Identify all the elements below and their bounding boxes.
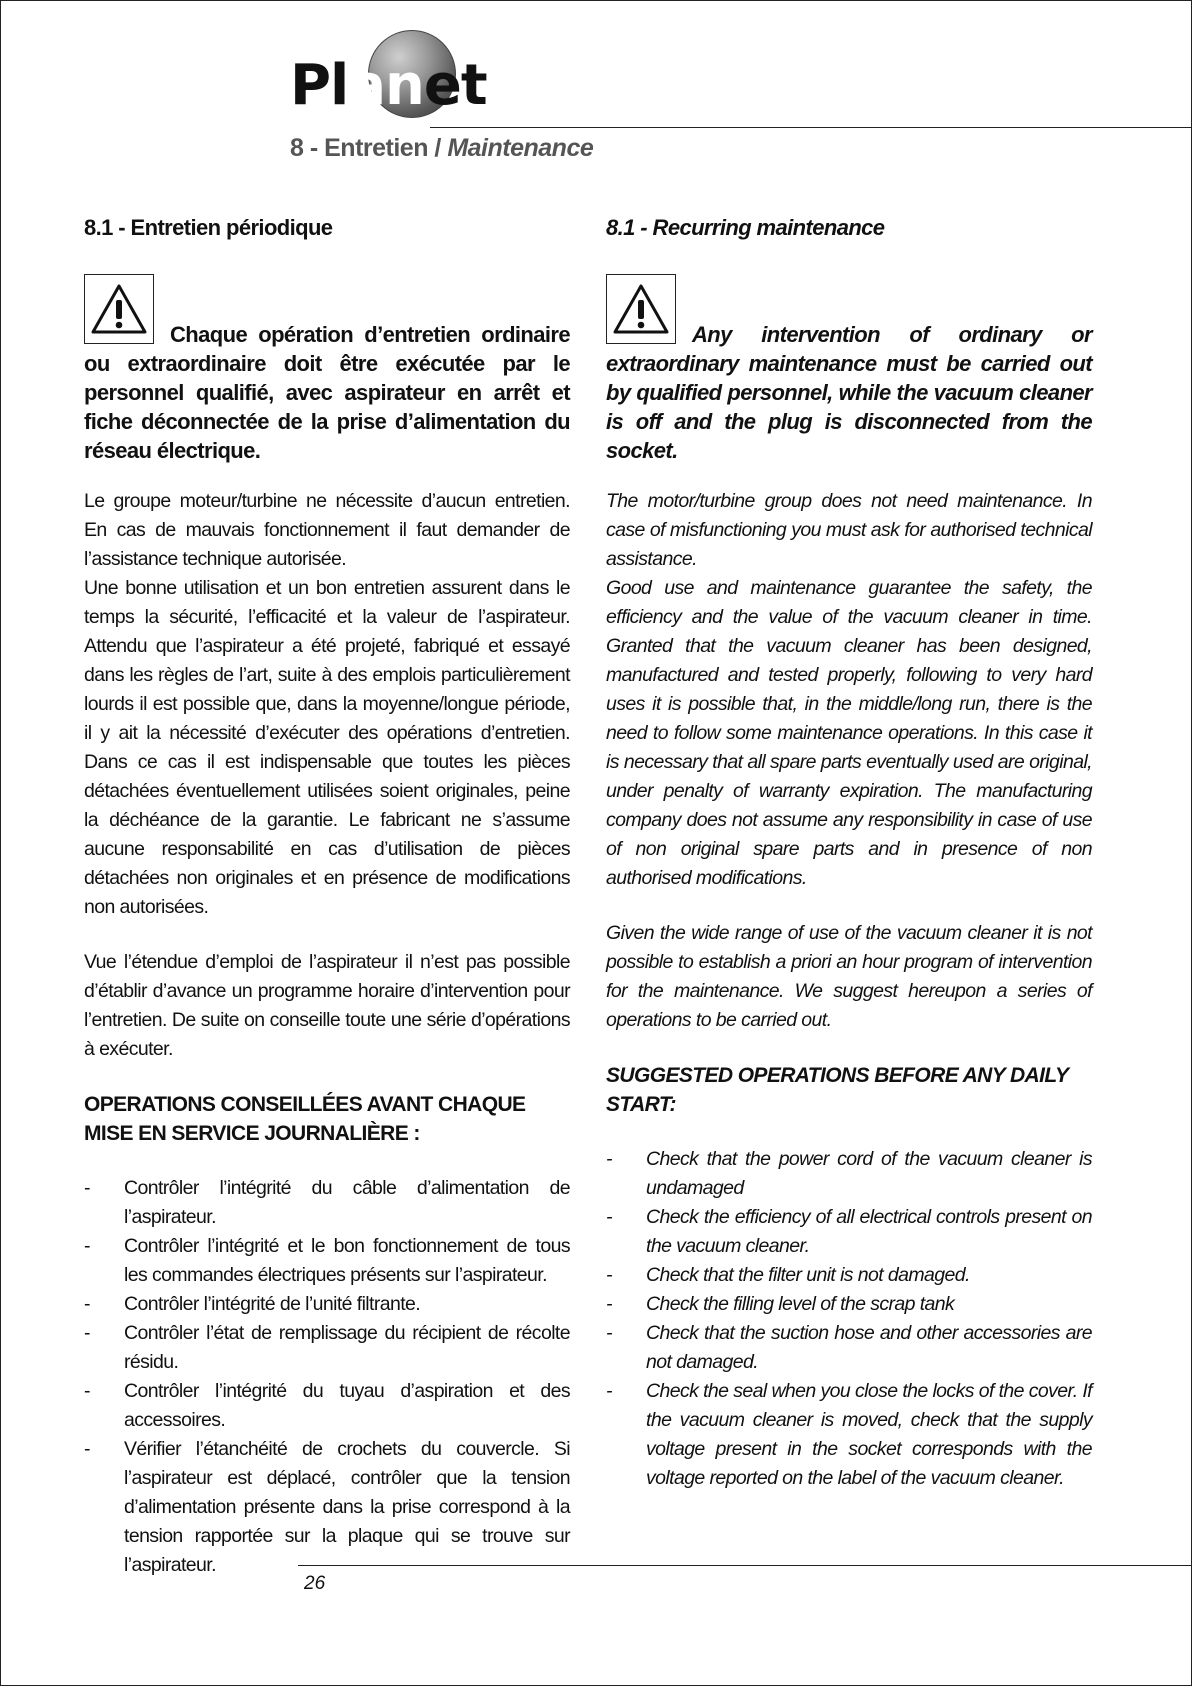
list-item: - Check that the suction hose and other accessories are not damaged. xyxy=(606,1319,1092,1377)
list-item: - Check the efficiency of all electrical controls present on the vacuum cleaner. xyxy=(606,1203,1092,1261)
warning-text-fr: Chaque opération d’entretien ordinaire ou extraordinaire doit être exécutée par le personnel qualifié, avec aspirateur en arrêt et fiche déconnectée de la prise d’alimentation du réseau électrique. xyxy=(84,322,570,463)
paragraph-en-2: Good use and maintenance guarantee the safety, the efficiency and the value of the vacuum cleaner in time. Granted that the vacuum cleaner has been designed, manufactured and tested properly, following to very hard uses it is possible that, in the middle/long run, there is the need to follow some maintenance operations. In this case it is necessary that all spare parts eventually used are original, under penalty of warranty expiration. The manufacturing company does not assume any responsibility in case of use of non original spare parts and in presence of non authorised modifications. xyxy=(606,577,1092,889)
operations-heading-en: SUGGESTED OPERATIONS BEFORE ANY DAILY START: xyxy=(606,1064,1069,1116)
warning-triangle-icon xyxy=(606,274,676,344)
french-column xyxy=(84,214,570,1580)
warning-block-en xyxy=(606,274,1092,465)
logo-text xyxy=(290,53,515,118)
list-item: - Check the seal when you close the locks of the cover. If the vacuum cleaner is moved, check that the supply voltage present in the socket corresponds with the voltage reported on the label of the vacuum cleaner. xyxy=(606,1377,1092,1493)
list-item: - Contrôler l’intégrité de l’unité filtrante. xyxy=(84,1290,570,1319)
operations-list-en xyxy=(606,1145,1092,1493)
logo-letter: n xyxy=(385,53,424,118)
heading-en: 8.1 - Recurring maintenance xyxy=(606,215,885,240)
paragraph-fr-1: Le groupe moteur/turbine ne nécessite d’aucun entretien. En cas de mauvais fonctionnement il faut demander de l’assistance technique autorisée. xyxy=(84,490,570,570)
footer-rule xyxy=(298,1565,1192,1566)
list-item: - Vérifier l’étanchéité de crochets du couvercle. Si l’aspirateur est déplacé, contrôler que la tension d’alimentation présente dans la prise correspond à la tension rapportée sur la plaque qui se trouve sur l’aspirateur. xyxy=(84,1435,570,1580)
operations-heading-fr: OPERATIONS CONSEILLÉES AVANT CHAQUE MISE EN SERVICE JOURNALIÈRE : xyxy=(84,1093,526,1145)
page-number: 26 xyxy=(304,1573,326,1594)
warning-text-en: Any intervention of ordinary or extraordinary maintenance must be carried out by qualified personnel, while the vacuum cleaner is off and the plug is disconnected from the socket. xyxy=(606,322,1092,463)
paragraph-fr-2: Une bonne utilisation et un bon entretien assurent dans le temps la sécurité, l’efficacité et la valeur de l’aspirateur. Attendu que l’aspirateur a été projeté, fabriqué et essayé dans les règles de l’art, suite à des emplois particulièrement lourds il est possible que, dans la moyenne/longue période, il y ait la nécessité d’exécuter des opérations d’entretien. Dans ce cas il est indispensable que toutes les pièces détachées éventuellement utilisées soient originales, peine la déchéance de la garantie. Le fabricant ne s’assume aucune responsabilité en cas d’utilisation de pièces détachées non originales et en présence de modifications non autorisées. xyxy=(84,577,570,918)
logo-letter: P xyxy=(290,53,331,118)
list-item: - Check the filling level of the scrap tank xyxy=(606,1290,1092,1319)
list-item: - Contrôler l’intégrité et le bon fonctionnement de tous les commandes électriques présents sur l’aspirateur. xyxy=(84,1232,570,1290)
logo-letter: l xyxy=(330,53,349,118)
paragraph-en-3: Given the wide range of use of the vacuum cleaner it is not possible to establish a priori an hour program of intervention for the maintenance. We suggest hereupon a series of operations to be carried out. xyxy=(606,922,1092,1031)
english-column xyxy=(606,214,1092,1493)
logo-letter: a xyxy=(348,53,386,118)
header-rule xyxy=(430,127,1192,128)
logo-letter: e xyxy=(423,53,461,118)
warning-triangle-icon xyxy=(84,274,154,344)
list-item: - Contrôler l’état de remplissage du récipient de récolte résidu. xyxy=(84,1319,570,1377)
paragraph-en-1: The motor/turbine group does not need maintenance. In case of misfunctioning you must ask for authorised technical assistance. xyxy=(606,490,1092,570)
planet-logo xyxy=(290,30,515,120)
section-title-fr: 8 - Entretien / xyxy=(290,134,441,162)
list-item: - Contrôler l’intégrité du tuyau d’aspiration et des accessoires. xyxy=(84,1377,570,1435)
heading-fr: 8.1 - Entretien périodique xyxy=(84,215,333,240)
operations-list-fr xyxy=(84,1174,570,1580)
section-title xyxy=(290,134,593,163)
list-item: - Check that the filter unit is not damaged. xyxy=(606,1261,1092,1290)
section-title-en: Maintenance xyxy=(447,134,594,162)
warning-block-fr xyxy=(84,274,570,465)
list-item: - Check that the power cord of the vacuum cleaner is undamaged xyxy=(606,1145,1092,1203)
list-item: - Contrôler l’intégrité du câble d’alimentation de l’aspirateur. xyxy=(84,1174,570,1232)
logo-letter: t xyxy=(460,53,487,118)
paragraph-fr-3: Vue l’étendue d’emploi de l’aspirateur il n’est pas possible d’établir d’avance un programme horaire d’intervention pour l’entretien. De suite on conseille toute une série d’opérations à exécuter. xyxy=(84,951,570,1060)
